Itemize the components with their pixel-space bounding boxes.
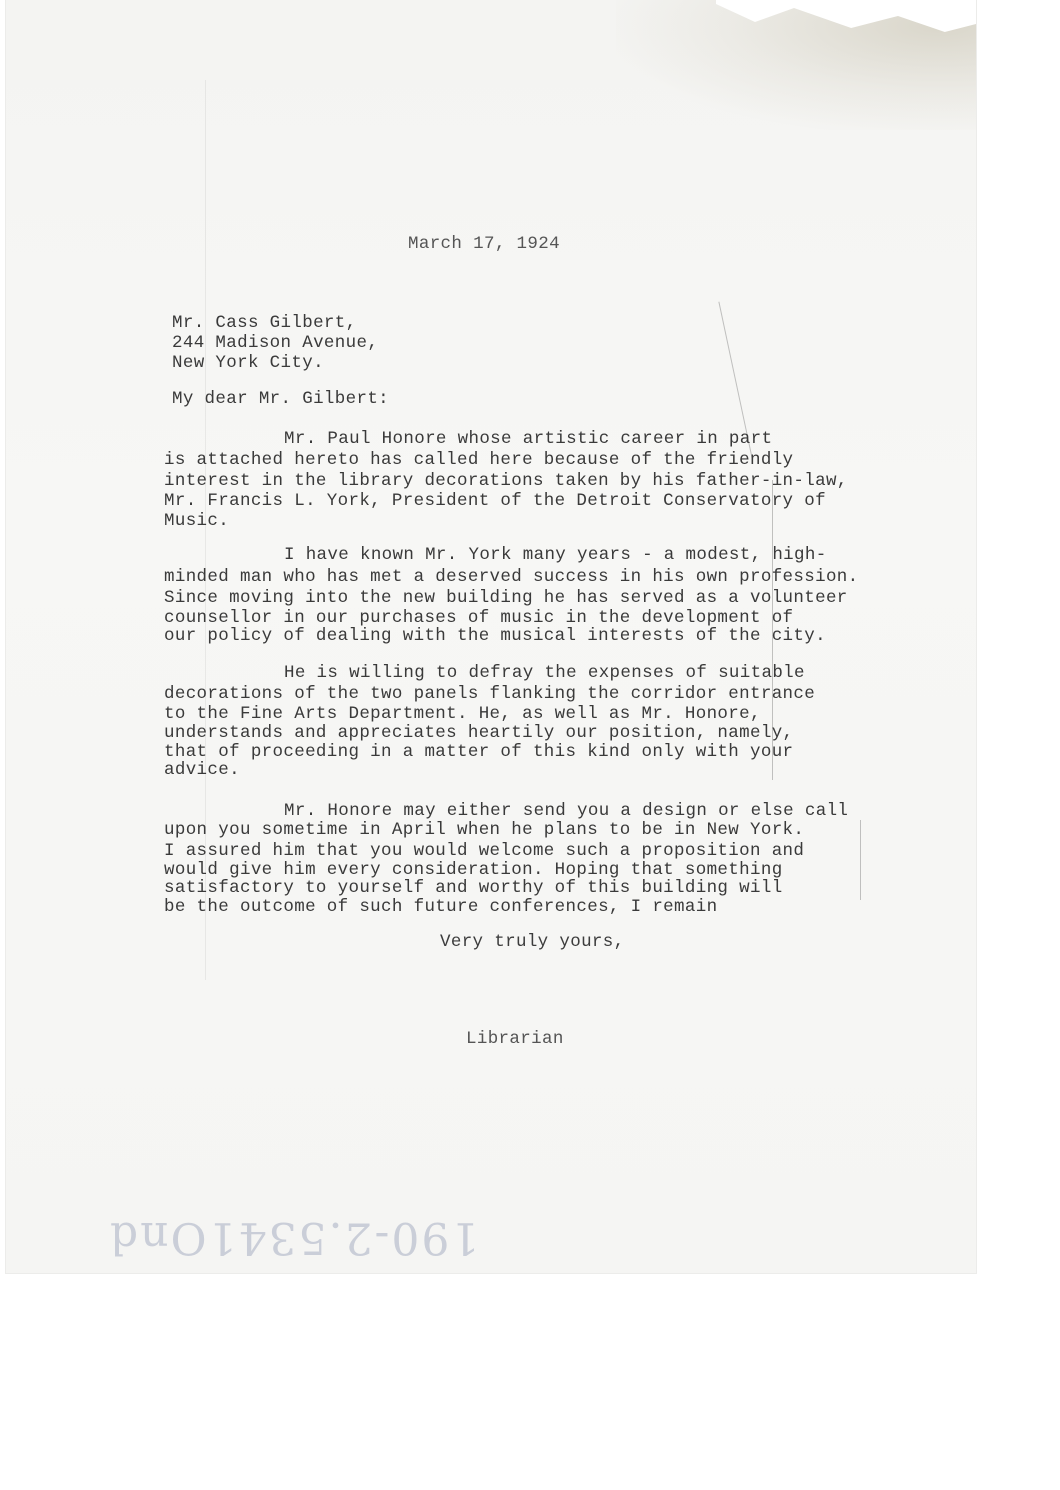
letter-date: March 17, 1924	[408, 234, 560, 254]
paragraph-3-line: He is willing to defray the expenses of suitable	[284, 663, 805, 683]
archive-handwritten-mark: 190-2.5341Ond	[108, 1212, 480, 1263]
paragraph-2-line: counsellor in our purchases of music in the development of	[164, 608, 794, 628]
paragraph-4-line: would give him every consideration. Hoping that something	[164, 860, 783, 880]
paragraph-1-line: Music.	[164, 511, 230, 531]
paragraph-2-line: Since moving into the new building he has served as a volunteer	[164, 588, 848, 608]
paragraph-3-line: to the Fine Arts Department. He, as well as Mr. Honore,	[164, 704, 761, 724]
paragraph-1-line: Mr. Francis L. York, President of the Detroit Conservatory of	[164, 491, 826, 511]
paragraph-3-line: that of proceeding in a matter of this kind only with your	[164, 742, 794, 762]
paragraph-2-line: I have known Mr. York many years - a modest, high-	[284, 545, 827, 565]
paragraph-4-line: be the outcome of such future conferences, I remain	[164, 897, 718, 917]
paragraph-4-line: Mr. Honore may either send you a design or else call	[284, 801, 849, 821]
closing: Very truly yours,	[440, 932, 625, 952]
paragraph-2-line: our policy of dealing with the musical interests of the city.	[164, 626, 826, 646]
paragraph-3-line: decorations of the two panels flanking the corridor entrance	[164, 684, 816, 704]
paragraph-3-line: understands and appreciates heartily our position, namely,	[164, 723, 794, 743]
recipient-line: 244 Madison Avenue,	[172, 333, 379, 353]
crease-line	[860, 820, 861, 900]
paragraph-2-line: minded man who has met a deserved success in his own profession.	[164, 567, 859, 587]
paragraph-1-line: interest in the library decorations taken by his father-in-law,	[164, 471, 848, 491]
paragraph-1-line: Mr. Paul Honore whose artistic career in part	[284, 429, 773, 449]
paragraph-1-line: is attached hereto has called here because of the friendly	[164, 450, 794, 470]
paragraph-4-line: satisfactory to yourself and worthy of this building will	[164, 878, 783, 898]
paragraph-4-line: I assured him that you would welcome such a proposition and	[164, 841, 805, 861]
recipient-line: New York City.	[172, 353, 324, 373]
paragraph-3-line: advice.	[164, 760, 240, 780]
salutation: My dear Mr. Gilbert:	[172, 389, 390, 409]
recipient-line: Mr. Cass Gilbert,	[172, 313, 357, 333]
signature: Librarian	[466, 1029, 564, 1049]
paragraph-4-line: upon you sometime in April when he plans to be in New York.	[164, 820, 805, 840]
